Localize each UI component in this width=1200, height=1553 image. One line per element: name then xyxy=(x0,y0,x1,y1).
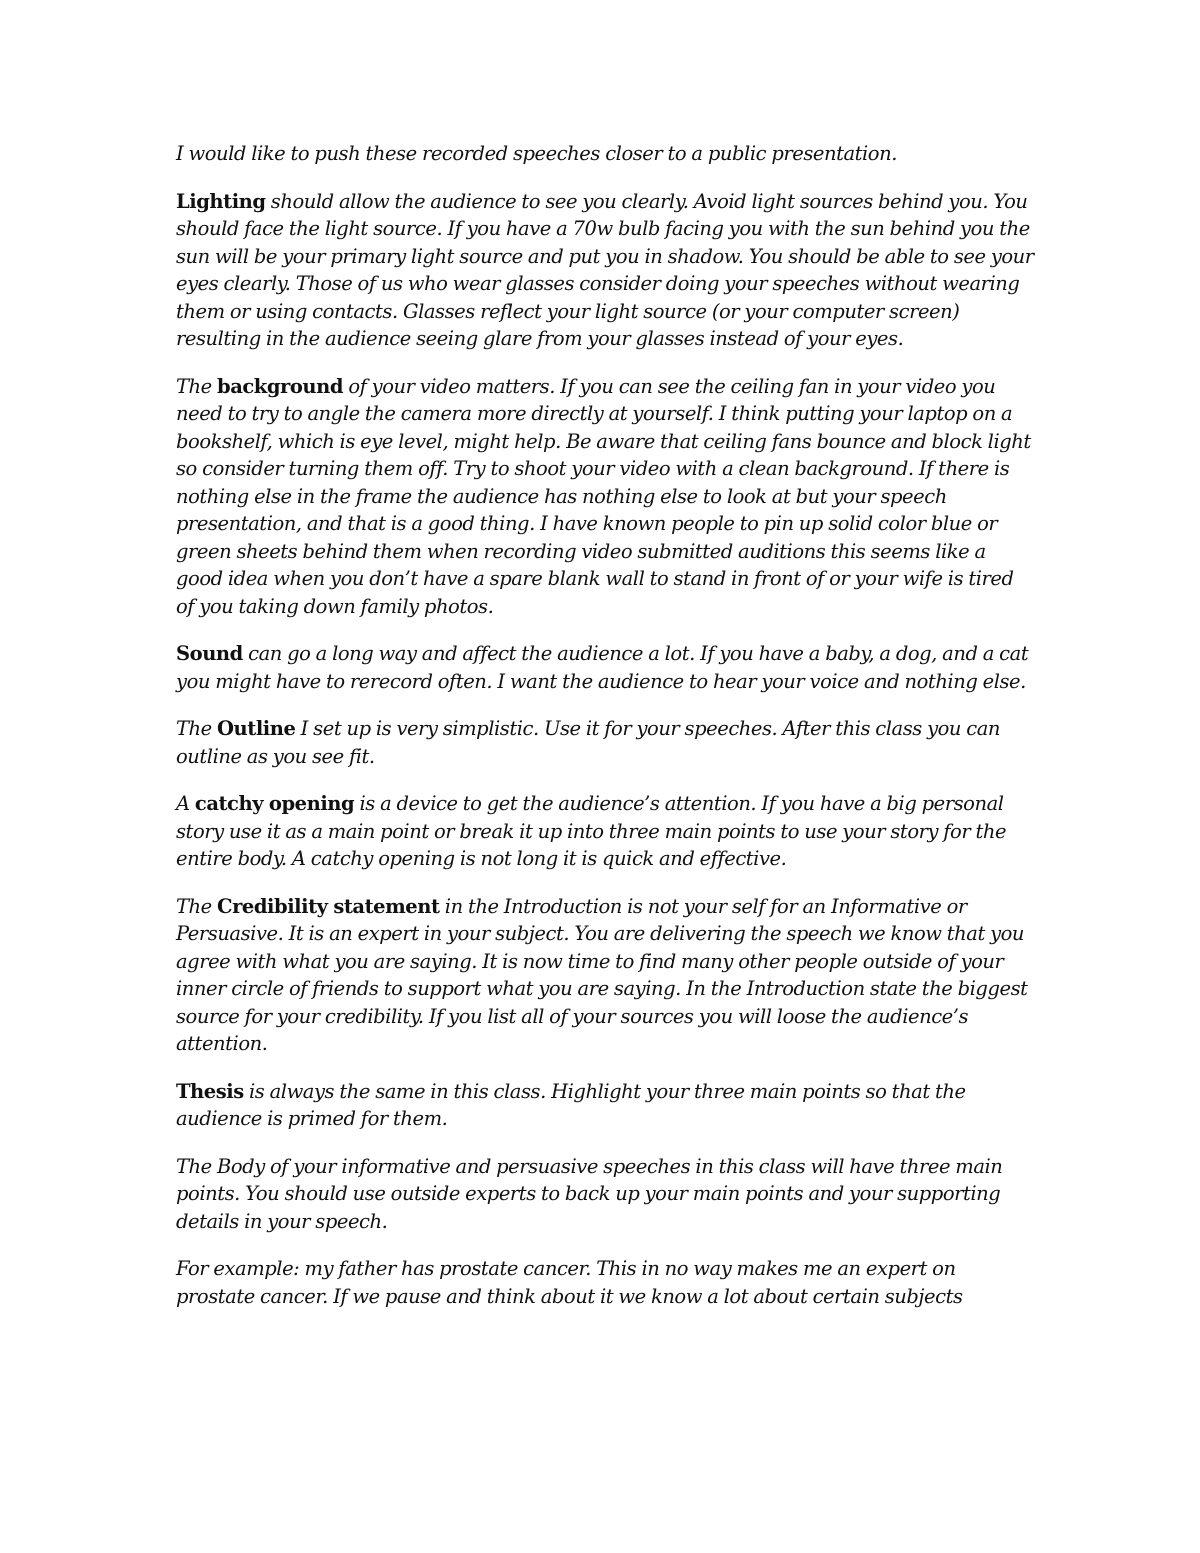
paragraph-body xyxy=(176,1153,1036,1236)
term-outline: Outline xyxy=(217,717,296,740)
paragraph-text: The Body of your informative and persuasive speeches in this class will have three main points. You should use outside experts to back up your main points and your supporting details in your speech. xyxy=(176,1154,1003,1233)
term-thesis: Thesis xyxy=(176,1079,244,1103)
paragraph-example xyxy=(176,1255,1036,1310)
paragraph-text: A xyxy=(176,792,195,815)
paragraph-credibility xyxy=(176,893,1036,1058)
paragraph-text: I set up is very simplistic. Use it for your speeches. After this class you can outline as you see fit. xyxy=(176,717,1001,768)
term-catchy-opening: catchy opening xyxy=(194,792,355,815)
paragraph-sound xyxy=(176,640,1036,695)
term-background: background xyxy=(217,374,344,398)
paragraph-text: is always the same in this class. Highlight your three main points so that the audience is primed for them. xyxy=(176,1079,966,1130)
term-credibility-statement: Credibility statement xyxy=(217,894,440,918)
paragraph-text: is a device to get the audience’s attention. If you have a big personal story use it as a main point or break it up into three main points to use your story for the entire body. A catchy opening is not long it is quick and effective. xyxy=(176,792,1007,870)
paragraph-catchy-opening xyxy=(176,790,1036,873)
paragraph-text: The xyxy=(176,894,218,918)
paragraph-text: The xyxy=(176,717,218,740)
paragraph-text: of your video matters. If you can see the ceiling fan in your video you need to try to angle the camera more directly at yourself. I think putting your laptop on a bookshelf, which is eye level, might help. Be aware that ceiling fans bounce and block light so consider turning them off. Try to shoot your video with a clean background. If there is nothing else in the frame the audience has nothing else to look at but your speech presentation, and that is a good thing. I have known people to pin up solid color blue or green sheets behind them when recording video submitted auditions this seems like a good idea when you don’t have a spare blank wall to stand in front of or your wife is tired of you taking down family photos. xyxy=(176,374,1031,618)
term-sound: Sound xyxy=(176,642,243,665)
paragraph-lighting xyxy=(176,188,1036,353)
paragraph-thesis xyxy=(176,1078,1036,1133)
paragraph-outline xyxy=(176,715,1036,770)
term-lighting: Lighting xyxy=(176,189,266,213)
paragraph-text: in the Introduction is not your self for an Informative or Persuasive. It is an expert in your subject. You are delivering the speech we know that you agree with what you are saying. It is now time to find many other people outside of your inner circle of friends to support what you are saying. In the Introduction state the biggest source for your credibility. If you list all of your sources you will loose the audience’s attention. xyxy=(176,894,1028,1055)
paragraph-text: For example: my father has prostate cancer. This in no way makes me an expert on prostate cancer. If we pause and think about it we know a lot about certain subjects xyxy=(176,1257,963,1308)
paragraph-text: should allow the audience to see you clearly. Avoid light sources behind you. You should face the light source. If you have a 70w bulb facing you with the sun behind you the sun will be your primary light source and put you in shadow. You should be able to see your eyes clearly. Those of us who wear glasses consider doing your speeches without wearing them or using contacts. Glasses reflect your light source (or your computer screen) resulting in the audience seeing glare from your glasses instead of your eyes. xyxy=(176,189,1034,350)
paragraph-background xyxy=(176,373,1036,621)
paragraph-intro xyxy=(176,140,1036,168)
paragraph-text: The xyxy=(176,374,218,398)
paragraph-text: can go a long way and affect the audience a lot. If you have a baby, a dog, and a cat you might have to rerecord often. I want the audience to hear your voice and nothing else. xyxy=(176,642,1029,693)
paragraph-text: I would like to push these recorded speeches closer to a public presentation. xyxy=(176,142,897,165)
document-body xyxy=(176,140,1036,1330)
